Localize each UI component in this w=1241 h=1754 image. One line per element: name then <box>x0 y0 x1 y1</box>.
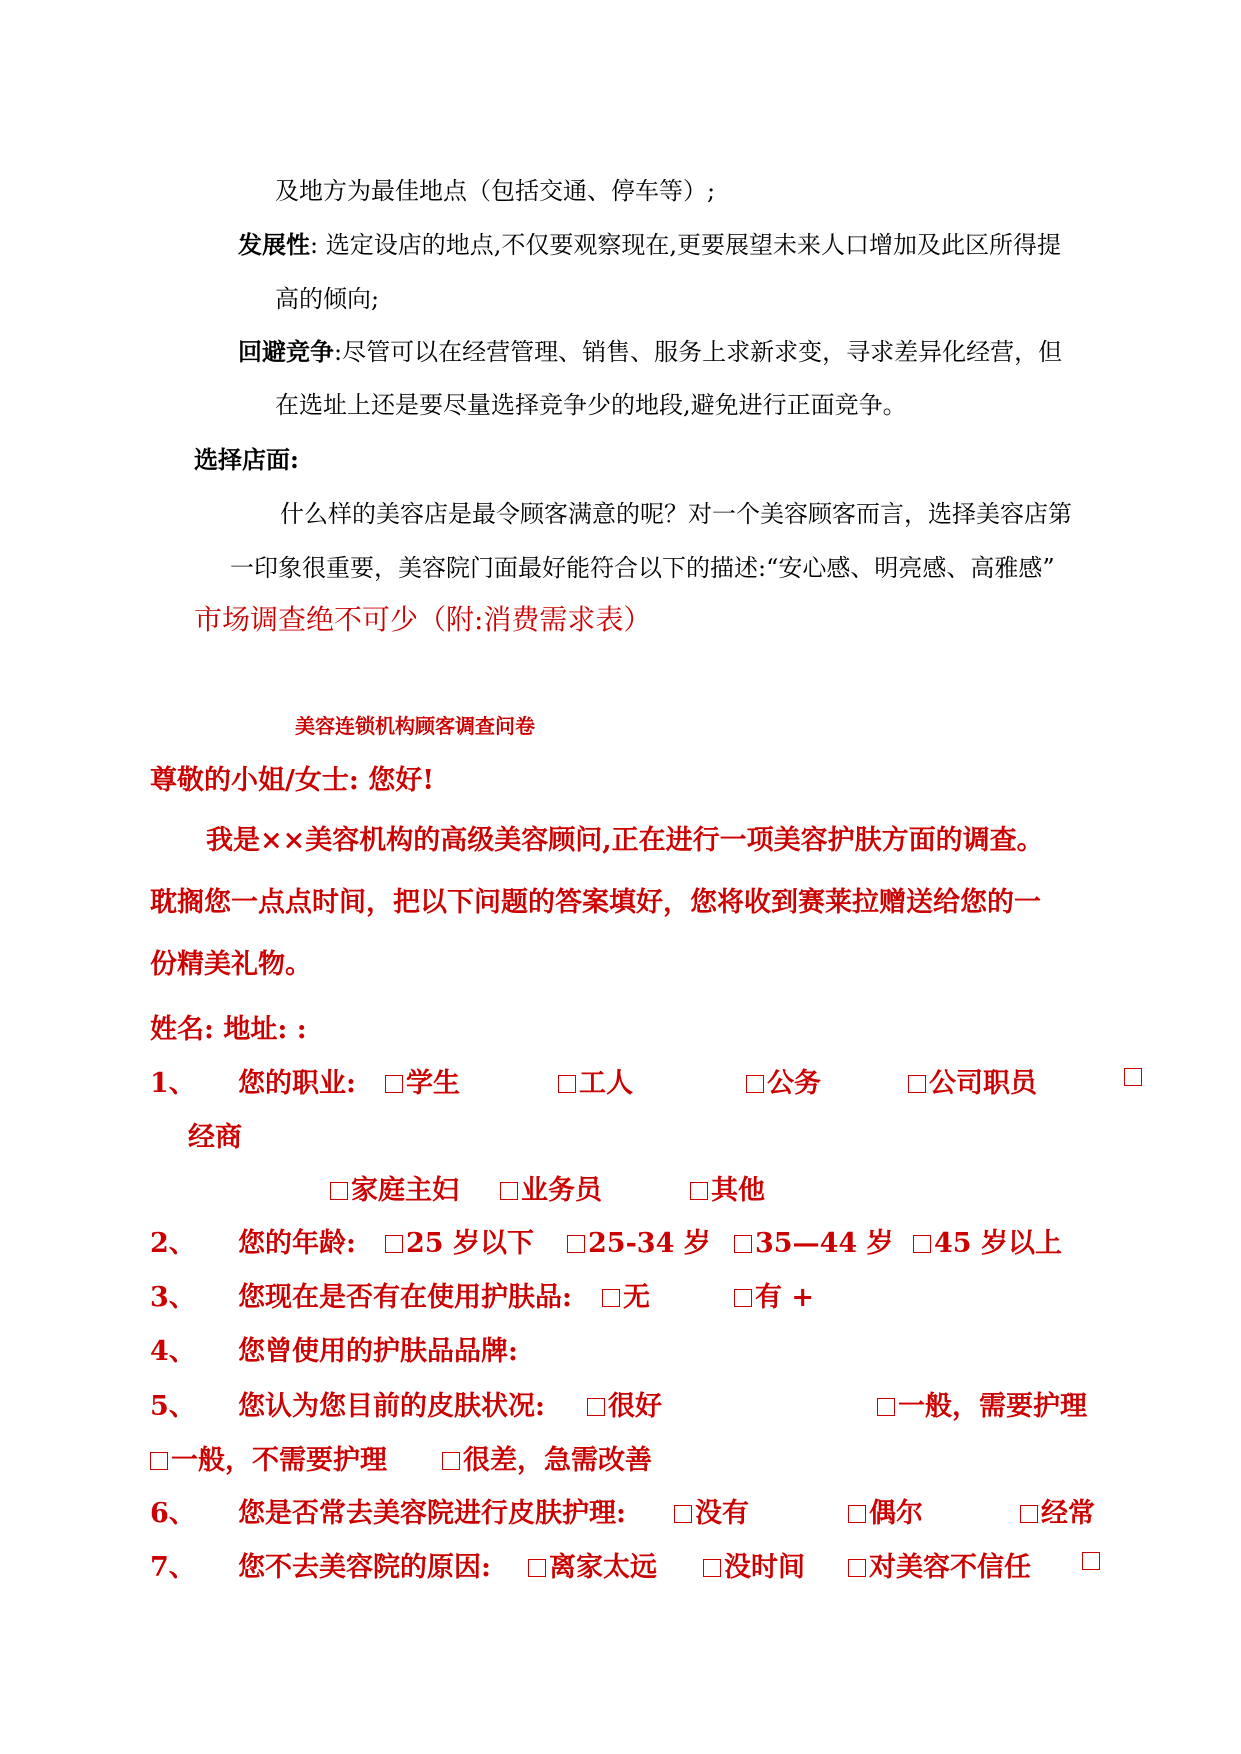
question-7-number: 7、 <box>150 1552 196 1583</box>
question-7-text: 您不去美容院的原因: <box>238 1552 491 1583</box>
option-other-reason[interactable] <box>1082 1545 1103 1576</box>
checkbox[interactable] <box>1124 1068 1142 1086</box>
option-other[interactable]: 其他 <box>690 1168 765 1207</box>
survey-intro-3: 份精美礼物。 <box>150 949 312 980</box>
option-yes[interactable]: 有 + <box>734 1275 814 1314</box>
checkbox[interactable] <box>330 1182 348 1200</box>
checkbox[interactable] <box>558 1075 576 1093</box>
checkbox[interactable] <box>385 1075 403 1093</box>
option-often[interactable]: 经常 <box>1020 1491 1095 1530</box>
question-6-text: 您是否常去美容院进行皮肤护理: <box>238 1498 626 1529</box>
avoid-competition-text-2: 在选址上还是要尽量选择竞争少的地段,避免进行正面竞争。 <box>275 391 907 419</box>
checkbox[interactable] <box>500 1182 518 1200</box>
storefront-para-1: 什么样的美容店是最令顾客满意的呢？对一个美容顾客而言，选择美容店第 <box>280 500 1072 528</box>
checkbox[interactable] <box>908 1075 926 1093</box>
option-no-time[interactable]: 没时间 <box>703 1545 805 1584</box>
option-skin-good[interactable]: 很好 <box>587 1384 662 1423</box>
avoid-competition-paragraph <box>238 332 1062 367</box>
option-skin-no-care[interactable]: 一般，不需要护理 <box>150 1438 387 1477</box>
question-1 <box>0 1061 1241 1101</box>
option-business[interactable] <box>1124 1061 1145 1092</box>
market-survey-note: 市场调查绝不可少（附:消费需求表） <box>194 603 652 636</box>
question-2-number: 2、 <box>150 1228 196 1259</box>
option-business-label: 经商 <box>188 1122 242 1153</box>
question-6-number: 6、 <box>150 1498 196 1529</box>
option-distrust[interactable]: 对美容不信任 <box>848 1545 1031 1584</box>
checkbox[interactable] <box>703 1559 721 1577</box>
question-6 <box>0 1491 1241 1531</box>
question-5-row-2 <box>0 1438 1241 1478</box>
option-age-25-34[interactable]: 25-34 岁 <box>567 1221 711 1260</box>
checkbox[interactable] <box>1020 1505 1038 1523</box>
avoid-competition-label: 回避竞争 <box>238 337 334 366</box>
question-5-number: 5、 <box>150 1391 196 1422</box>
question-2-text: 您的年龄: <box>238 1228 356 1259</box>
option-never[interactable]: 没有 <box>674 1491 749 1530</box>
survey-intro-1: 我是××美容机构的高级美容顾问,正在进行一项美容护肤方面的调查。 <box>206 825 1044 856</box>
avoid-competition-text: :尽管可以在经营管理、销售、服务上求新求变，寻求差异化经营，但 <box>334 338 1063 366</box>
checkbox[interactable] <box>385 1235 403 1253</box>
option-too-far[interactable]: 离家太远 <box>528 1545 657 1584</box>
checkbox[interactable] <box>848 1505 866 1523</box>
option-age-over-45[interactable]: 45 岁以上 <box>913 1221 1062 1260</box>
development-label: 发展性 <box>238 230 310 259</box>
option-salesperson[interactable]: 业务员 <box>500 1168 602 1207</box>
checkbox[interactable] <box>602 1289 620 1307</box>
option-none[interactable]: 无 <box>602 1275 650 1314</box>
question-3-text: 您现在是否有在使用护肤品: <box>238 1282 572 1313</box>
checkbox[interactable] <box>150 1452 168 1470</box>
question-2 <box>0 1221 1241 1261</box>
checkbox[interactable] <box>734 1289 752 1307</box>
storefront-para-2: 一印象很重要，美容院门面最好能符合以下的描述:“安心感、明亮感、高雅感” <box>230 554 1055 582</box>
option-company-staff[interactable]: 公司职员 <box>908 1061 1037 1100</box>
question-7 <box>0 1545 1241 1585</box>
option-age-35-44[interactable]: 35—44 岁 <box>734 1221 894 1260</box>
checkbox[interactable] <box>877 1398 895 1416</box>
question-1-number: 1、 <box>150 1068 196 1099</box>
question-4-number: 4、 <box>150 1336 196 1367</box>
option-student[interactable]: 学生 <box>385 1061 460 1100</box>
checkbox[interactable] <box>913 1235 931 1253</box>
question-4 <box>0 1329 1241 1369</box>
question-4-text: 您曾使用的护肤品品牌: <box>238 1336 518 1367</box>
option-age-under-25[interactable]: 25 岁以下 <box>385 1221 534 1260</box>
option-civil-service[interactable]: 公务 <box>746 1061 821 1100</box>
location-line-1: 及地方为最佳地点（包括交通、停车等）; <box>275 177 716 205</box>
question-5 <box>0 1384 1241 1424</box>
development-text-2: 高的倾向; <box>275 285 380 313</box>
checkbox[interactable] <box>734 1235 752 1253</box>
development-text: : 选定设店的地点,不仅要观察现在,更要展望未来人口增加及此区所得提 <box>310 231 1061 259</box>
checkbox[interactable] <box>1082 1552 1100 1570</box>
option-occasionally[interactable]: 偶尔 <box>848 1491 923 1530</box>
development-paragraph <box>238 225 1061 260</box>
question-1-text: 您的职业: <box>238 1068 356 1099</box>
option-skin-needs-care[interactable]: 一般，需要护理 <box>877 1384 1087 1423</box>
checkbox[interactable] <box>587 1398 605 1416</box>
survey-intro-2: 耽搁您一点点时间，把以下问题的答案填好，您将收到赛莱拉赠送给您的一 <box>150 887 1041 918</box>
storefront-heading: 选择店面: <box>194 445 299 474</box>
survey-greeting: 尊敬的小姐/女士: 您好! <box>150 765 435 796</box>
checkbox[interactable] <box>690 1182 708 1200</box>
checkbox[interactable] <box>528 1559 546 1577</box>
checkbox[interactable] <box>442 1452 460 1470</box>
checkbox[interactable] <box>567 1235 585 1253</box>
checkbox[interactable] <box>848 1559 866 1577</box>
option-skin-poor[interactable]: 很差，急需改善 <box>442 1438 652 1477</box>
checkbox[interactable] <box>746 1075 764 1093</box>
question-1-row-2 <box>0 1168 1241 1208</box>
question-5-text: 您认为您目前的皮肤状况: <box>238 1391 545 1422</box>
question-3-number: 3、 <box>150 1282 196 1313</box>
question-3 <box>0 1275 1241 1315</box>
name-address-field: 姓名: 地址: : <box>150 1014 307 1045</box>
survey-title: 美容连锁机构顾客调查问卷 <box>295 714 535 738</box>
option-worker[interactable]: 工人 <box>558 1061 633 1100</box>
option-housewife[interactable]: 家庭主妇 <box>330 1168 459 1207</box>
checkbox[interactable] <box>674 1505 692 1523</box>
